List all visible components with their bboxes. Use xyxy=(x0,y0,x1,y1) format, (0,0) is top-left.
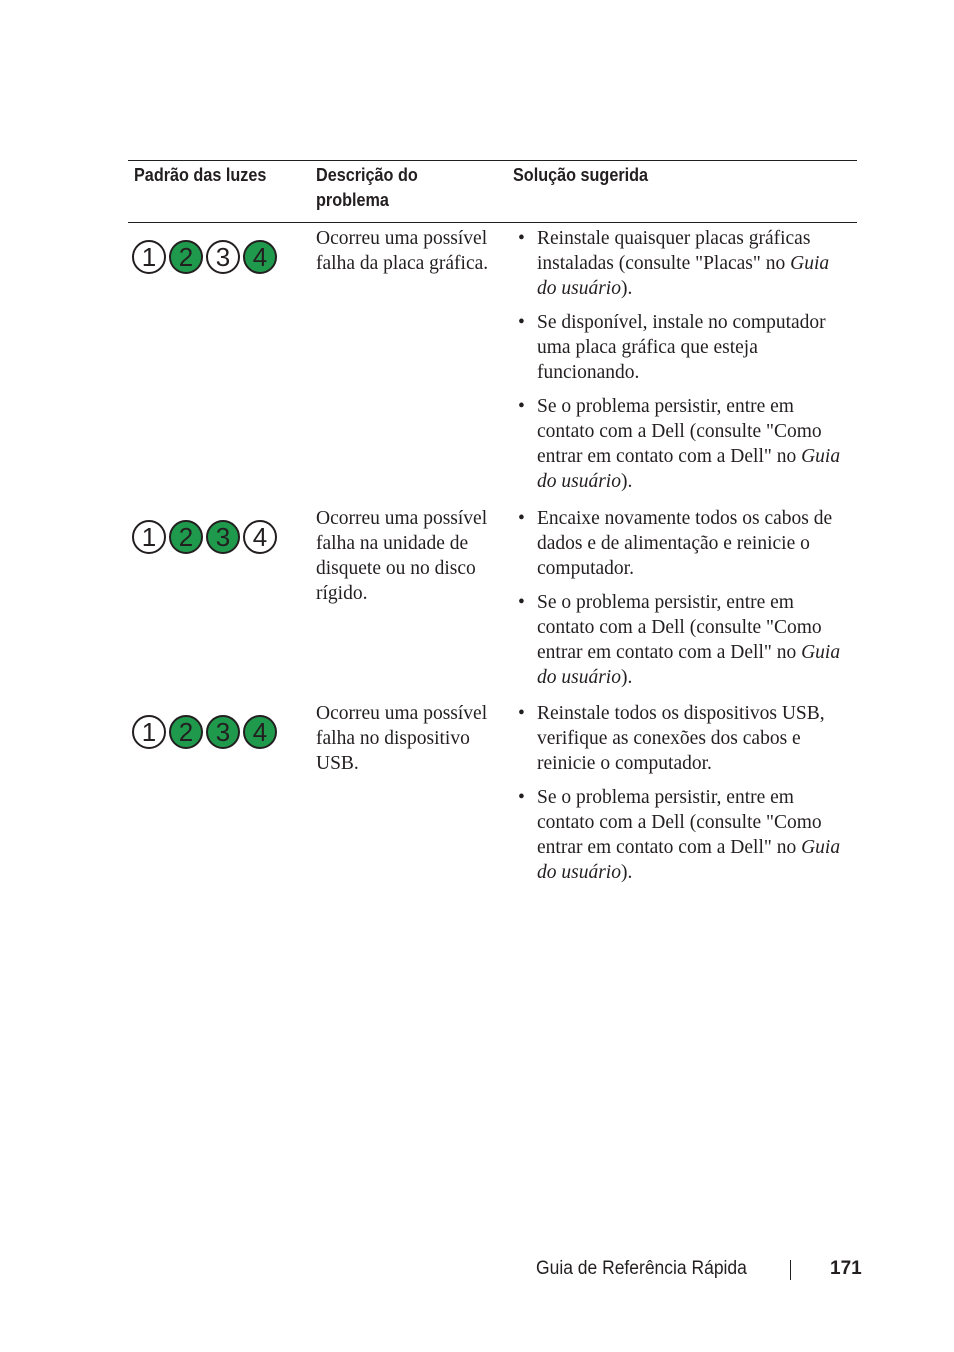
diagnostic-light-2-on: 2 xyxy=(169,240,203,274)
footer-title: Guia de Referência Rápida xyxy=(536,1258,747,1279)
solution-text-end: ). xyxy=(620,278,633,299)
bullet-icon: • xyxy=(518,396,525,417)
light-pattern xyxy=(132,520,277,554)
footer-separator xyxy=(790,1260,791,1280)
solution-text: Se o problema persistir, entre em contato com a Dell (consulte "Como entrar em contato com a Dell" no xyxy=(537,396,822,467)
diagnostic-light-3-off: 3 xyxy=(206,240,240,274)
diagnostic-light-4-on: 4 xyxy=(243,240,277,274)
diagnostic-light-1-off: 1 xyxy=(132,715,166,749)
bullet-icon: • xyxy=(518,592,525,613)
diagnostic-light-1-off: 1 xyxy=(132,240,166,274)
solution-reference: Guia do usuário xyxy=(537,446,841,492)
solution-item xyxy=(516,701,846,776)
solution-list xyxy=(516,506,846,699)
solution-text-end: ). xyxy=(620,471,633,492)
diagnostic-light-3-on: 3 xyxy=(206,715,240,749)
solution-list xyxy=(516,226,846,503)
header-solution: Solução sugerida xyxy=(513,165,649,185)
solution-item xyxy=(516,590,846,690)
solution-text: Reinstale quaisquer placas gráficas instaladas (consulte "Placas" no xyxy=(537,228,811,274)
bullet-icon: • xyxy=(518,787,525,808)
solution-item xyxy=(516,226,846,301)
solution-text: Se o problema persistir, entre em contato com a Dell (consulte "Como entrar em contato com a Dell" no xyxy=(537,592,822,663)
solution-item xyxy=(516,310,846,385)
diagnostic-light-2-on: 2 xyxy=(169,520,203,554)
bullet-icon: • xyxy=(518,228,525,249)
page-number: 171 xyxy=(830,1258,862,1279)
diagnostic-light-4-on: 4 xyxy=(243,715,277,749)
solution-text: Encaixe novamente todos os cabos de dados e de alimentação e reinicie o computador. xyxy=(537,508,833,579)
solution-reference: Guia do usuário xyxy=(537,642,841,688)
solution-text: Reinstale todos os dispositivos USB, verifique as conexões dos cabos e reinicie o computador. xyxy=(537,703,825,774)
solution-text: Se disponível, instale no computador uma placa gráfica que esteja funcionando. xyxy=(537,312,826,383)
problem-description: Ocorreu uma possível falha da placa gráfica. xyxy=(316,228,489,274)
table-header-rule xyxy=(128,222,857,223)
problem-description: Ocorreu uma possível falha na unidade de disquete ou no disco rígido. xyxy=(316,508,488,604)
solution-text-end: ). xyxy=(620,862,633,883)
diagnostic-light-4-off: 4 xyxy=(243,520,277,554)
diagnostic-light-3-on: 3 xyxy=(206,520,240,554)
header-pattern: Padrão das luzes xyxy=(134,165,267,185)
solution-reference: Guia do usuário xyxy=(537,837,841,883)
solution-item xyxy=(516,394,846,494)
solution-item xyxy=(516,506,846,581)
bullet-icon: • xyxy=(518,312,525,333)
solution-reference: Guia do usuário xyxy=(537,253,830,299)
solution-list xyxy=(516,701,846,894)
bullet-icon: • xyxy=(518,703,525,724)
bullet-icon: • xyxy=(518,508,525,529)
table-top-rule xyxy=(128,160,857,161)
diagnostic-light-2-on: 2 xyxy=(169,715,203,749)
solution-text-end: ). xyxy=(620,667,633,688)
solution-text: Se o problema persistir, entre em contato com a Dell (consulte "Como entrar em contato com a Dell" no xyxy=(537,787,822,858)
header-description: Descrição do problema xyxy=(316,165,418,210)
solution-item xyxy=(516,785,846,885)
diagnostic-light-1-off: 1 xyxy=(132,520,166,554)
light-pattern xyxy=(132,240,277,274)
light-pattern xyxy=(132,715,277,749)
problem-description: Ocorreu uma possível falha no dispositivo USB. xyxy=(316,703,488,774)
